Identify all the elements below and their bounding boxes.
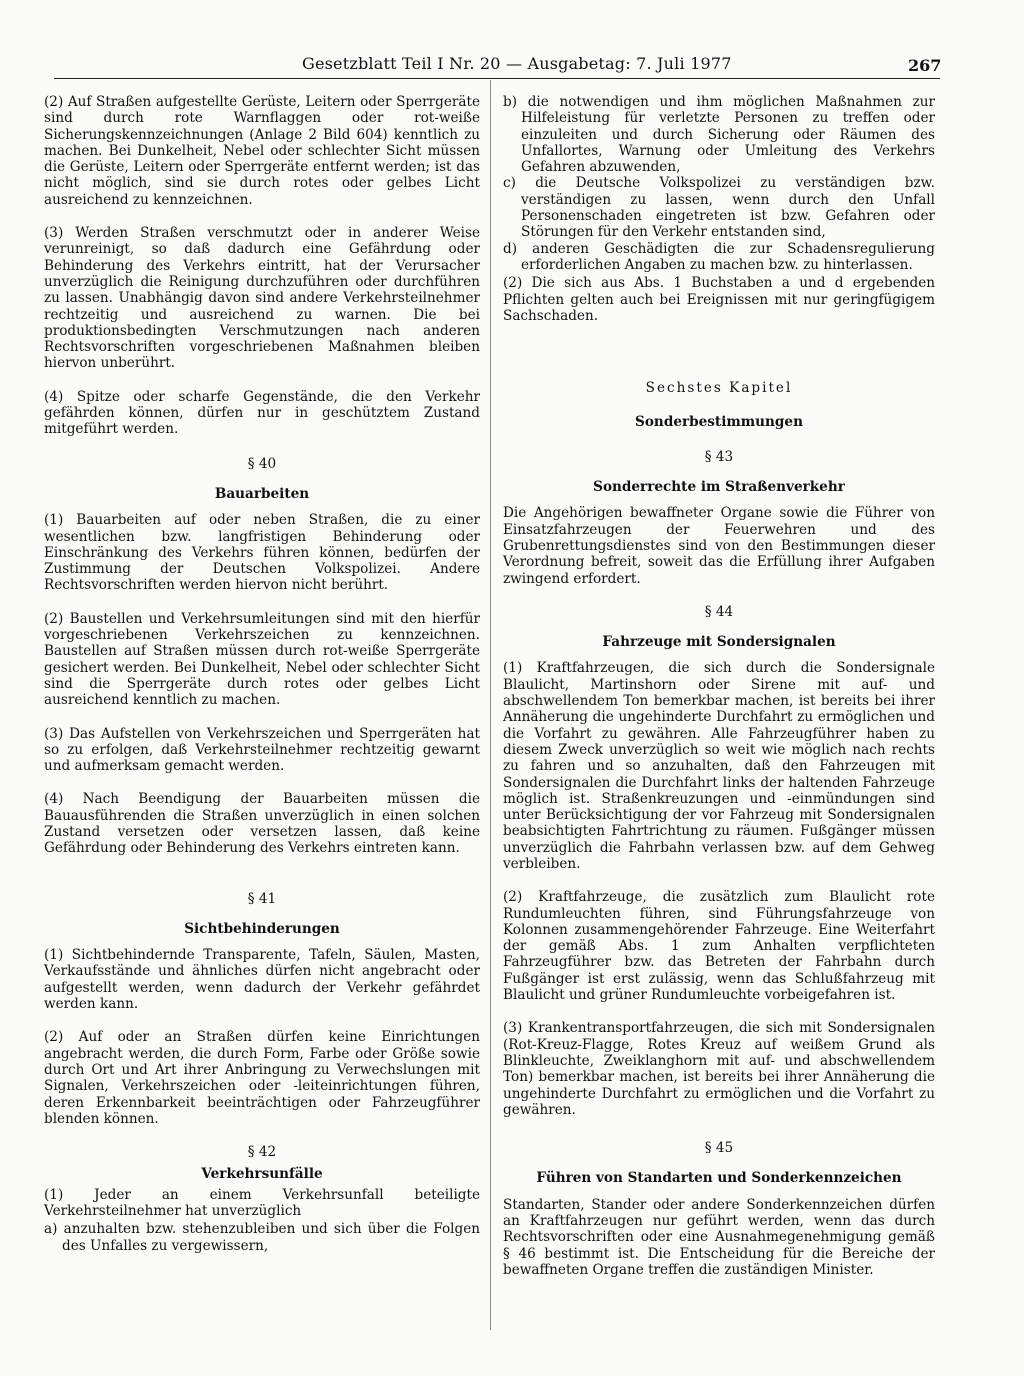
column-divider — [490, 80, 491, 1330]
right-column — [503, 94, 935, 1295]
paragraph-40-4: (4) Nach Beendigung der Bauarbeiten müssen die Bauausführenden die Straßen unverzüglich in einen solchen Zustand versetzen oder versetzen lassen, daß keine Gefährdung oder Behinderung des Verkehrs eintreten kann. — [44, 791, 480, 857]
section-45-number: § 45 — [704, 1140, 734, 1157]
paragraph-39-4: (4) Spitze oder scharfe Gegenstände, die den Verkehr gefährden können, dürfen nur in geschütztem Zustand mitgeführt werden. — [44, 388, 480, 438]
page-header-title: Gesetzblatt Teil I Nr. 20 — Ausgabetag: 7. Juli 1977 — [302, 54, 732, 73]
left-column — [44, 94, 480, 1254]
section-45-title: Führen von Standarten und Sonderkennzeichen — [536, 1170, 902, 1187]
paragraph-41-1: (1) Sichtbehindernde Transparente, Tafeln, Säulen, Masten, Verkaufsstände und ähnliches dürfen nicht angebracht oder aufgestellt werden, wenn dadurch der Verkehr gefährdet werden kann. — [44, 947, 480, 1013]
section-42-title: Verkehrsunfälle — [201, 1166, 323, 1183]
paragraph-42-1-b: b) die notwendigen und ihm möglichen Maßnahmen zur Hilfeleistung für verletzte Personen zu treffen oder einzuleiten und durch Sicherung oder Räumen des Unfallortes, Warnung oder Umleitung des Verkehrs Gefahren abzuwenden, — [503, 94, 935, 176]
paragraph-44-2: (2) Kraftfahrzeuge, die zusätzlich zum Blaulicht rote Rundumleuchten führen, sind Führungsfahrzeuge von Kolonnen zusammengehörender Fahrzeuge. Eine Weiterfahrt der gemäß Abs. 1 zum Anhalten verpflichteten Fahrzeugführer bzw. das Betreten der Fahrbahn durch Fußgänger ist erst zulässig, wenn das Schlußfahrzeug mit Blaulicht und grüner Rundumleuchte vorbeigefahren ist. — [503, 889, 935, 1004]
chapter-heading: Sechstes Kapitel — [645, 380, 793, 397]
section-44-title: Fahrzeuge mit Sondersignalen — [602, 634, 836, 651]
section-42-number: § 42 — [247, 1144, 277, 1161]
section-41-title: Sichtbehinderungen — [184, 920, 340, 937]
section-44-number: § 44 — [704, 603, 734, 620]
paragraph-42-1: (1) Jeder an einem Verkehrsunfall beteiligte Verkehrsteilnehmer hat unverzüglich — [44, 1186, 480, 1220]
paragraph-39-3: (3) Werden Straßen verschmutzt oder in anderer Weise verunreinigt, so daß dadurch eine Gefährdung oder Behinderung des Verkehrs eintritt, hat der Verursacher unverzüglich die Reinigung durchzuführen oder durchführen zu lassen. Unabhängig davon sind andere Verkehrsteilnehmer rechtzeitig und ausreichend zu warnen. Die bei produktionsbedingten Verschmutzungen nach anderen Rechtsvorschriften vorgeschriebenen Maßnahmen bleiben hiervon unberührt. — [44, 225, 480, 372]
paragraph-42-1-a: a) anzuhalten bzw. stehenzubleiben und sich über die Folgen des Unfalles zu vergewissern, — [44, 1221, 480, 1254]
paragraph-44-3: (3) Krankentransportfahrzeugen, die sich mit Sondersignalen (Rot-Kreuz-Flagge, Rotes Kreuz auf weißem Grund als Blinkleuchte, Zweiklanghorn mit auf- und abschwellendem Ton) bemerkbar machen, ist bereits bei ihrer Annäherung die ungehinderte Durchfahrt zu ermöglichen und die Vorfahrt zu gewähren. — [503, 1020, 935, 1118]
paragraph-45: Standarten, Stander oder andere Sonderkennzeichen dürfen an Kraftfahrzeugen nur geführt werden, wenn das durch Rechtsvorschriften oder eine Ausnahmegenehmigung gemäß § 46 bestimmt ist. Die Entscheidung für die Bereiche der bewaffneten Organe treffen die zuständigen Minister. — [503, 1196, 935, 1278]
section-40-title: Bauarbeiten — [214, 485, 310, 502]
section-43-number: § 43 — [704, 448, 734, 465]
paragraph-40-2: (2) Baustellen und Verkehrsumleitungen sind mit den hierfür vorgeschriebenen Verkehrszeichen zu kennzeichnen. Baustellen auf Straßen müssen durch rot-weiße Sperrgeräte gesichert werden. Bei Dunkelheit, Nebel oder schlechter Sicht sind die Sperrgeräte durch rotes oder gelbes Licht ausreichend kenntlich zu machen. — [44, 610, 480, 709]
section-41-number: § 41 — [247, 890, 277, 907]
paragraph-39-2: (2) Auf Straßen aufgestellte Gerüste, Leitern oder Sperrgeräte sind durch rote Warnflaggen oder rot-weiße Sicherungskennzeichnungen (Anlage 2 Bild 604) kenntlich zu machen. Bei Dunkelheit, Nebel oder schlechter Sicht müssen die Gerüste, Leitern oder Sperrgeräte entfernt werden; ist das nicht möglich, sind sie durch rotes oder gelbes Licht ausreichend zu kennzeichnen. — [44, 94, 480, 208]
section-40-number: § 40 — [247, 455, 277, 472]
paragraph-42-1-c: c) die Deutsche Volkspolizei zu verständigen bzw. verständigen zu lassen, wenn durch den Unfall Personenschaden eingetreten ist bzw. Gefahren oder Störungen für den Verkehr entstanden sind, — [503, 175, 935, 241]
page-header — [0, 54, 1024, 80]
paragraph-44-1: (1) Kraftfahrzeugen, die sich durch die Sondersignale Blaulicht, Martinshorn oder Sirene mit auf- und abschwellendem Ton bemerkbar machen, ist bereits bei ihrer Annäherung die ungehinderte Durchfahrt zu ermöglichen und die Vorfahrt zu gewähren. Alle Fahrzeugführer haben zu diesem Zweck unverzüglich so weit wie möglich nach rechts zu fahren und so anzuhalten, daß den Fahrzeugen mit Sondersignalen die Durchfahrt links der haltenden Fahrzeuge möglich ist. Straßenkreuzungen und -einmündungen sind unter Berücksichtigung der vor Fahrzeug mit Sondersignalen beabsichtigten Fahrtrichtung zu räumen. Fußgänger müssen unverzüglich die Fahrbahn verlassen bzw. auf dem Gehweg verbleiben. — [503, 660, 935, 872]
section-43-title: Sonderrechte im Straßenverkehr — [593, 479, 845, 496]
chapter-title: Sonderbestimmungen — [635, 414, 803, 431]
paragraph-40-3: (3) Das Aufstellen von Verkehrszeichen und Sperrgeräten hat so zu erfolgen, daß Verkehrsteilnehmer rechtzeitig gewarnt und aufmerksam gemacht werden. — [44, 725, 480, 775]
paragraph-41-2: (2) Auf oder an Straßen dürfen keine Einrichtungen angebracht werden, die durch Form, Farbe oder Größe sowie durch Ort und Art ihrer Anbringung zu Verwechslungen mit Signalen, Verkehrszeichen oder -leiteinrichtungen führen, deren Erkennbarkeit beeinträchtigen oder Fahrzeugführer blenden können. — [44, 1029, 480, 1127]
paragraph-43: Die Angehörigen bewaffneter Organe sowie die Führer von Einsatzfahrzeugen der Feuerwehren und des Grubenrettungsdienstes sind von den Bestimmungen dieser Verordnung befreit, soweit das die Erfüllung ihrer Aufgaben zwingend erfordert. — [503, 505, 935, 587]
page-number: 267 — [908, 56, 942, 75]
paragraph-42-1-d: d) anderen Geschädigten die zur Schadensregulierung erforderlichen Angaben zu machen bzw. zu hinterlassen. — [503, 240, 935, 273]
paragraph-40-1: (1) Bauarbeiten auf oder neben Straßen, die zu einer wesentlichen bzw. langfristigen Behinderung oder Einschränkung des Verkehrs führen können, bedürfen der Zustimmung der Deutschen Volkspolizei. Andere Rechtsvorschriften werden hiervon nicht berührt. — [44, 512, 480, 594]
header-rule — [54, 78, 940, 79]
paragraph-42-2: (2) Die sich aus Abs. 1 Buchstaben a und d ergebenden Pflichten gelten auch bei Ereignissen mit nur geringfügigem Sachschaden. — [503, 275, 935, 324]
